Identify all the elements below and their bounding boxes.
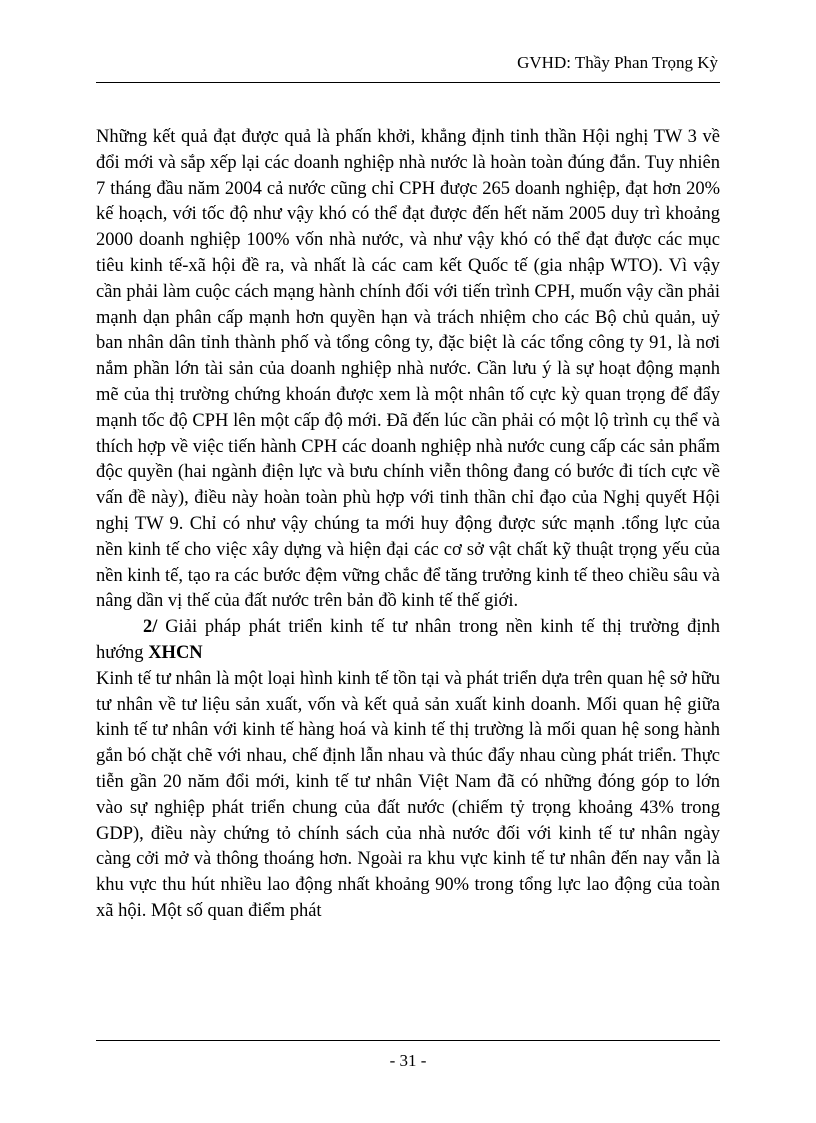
body-paragraph: Những kết quả đạt được quả là phấn khởi, khẳng định tinh thần Hội nghị TW 3 về đổi mới và sắp xếp lại các doanh nghiệp nhà nước là hoàn toàn đúng đắn. Tuy nhiên 7 tháng đầu năm 2004 cả nước cũng chỉ CPH được 265 doanh nghiệp, đạt hơn 20% kế hoạch, với tốc độ như vậy khó có thể đạt được đến hết năm 2005 duy trì khoảng 2000 doanh nghiệp 100% vốn nhà nước, và như vậy khó có thể đạt được các mục tiêu kinh tế-xã hội đề ra, và nhất là các cam kết Quốc tế (gia nhập WTO). Vì vậy cần phải làm cuộc cách mạng hành chính đối với tiến trình CPH, muốn vậy cần phải mạnh dạn phân cấp mạnh hơn quyền hạn và trách nhiệm cho các Bộ chủ quản, uỷ ban nhân dân tỉnh thành phố và tổng công ty, đặc biệt là các tổng công ty 91, là nơi nắm phần lớn tài sản của doanh nghiệp nhà nước. Cần lưu ý là sự hoạt động mạnh mẽ của thị trường chứng khoán được xem là một nhân tố cực kỳ quan trọng để đẩy mạnh tốc độ CPH lên một cấp độ mới. Đã đến lúc cần phải có một lộ trình cụ thể và thích hợp về việc tiến hành CPH các doanh nghiệp nhà nước cung cấp các sản phẩm độc quyền (hai ngành điện lực và bưu chính viễn thông đang có bước đi tích cực về vấn đề này), điều này hoàn toàn phù hợp với tinh thần chỉ đạo của Nghị quyết Hội nghị TW 9. Chỉ có như vậy chúng ta mới huy động được sức mạnh .tổng lực của nền kinh tế cho việc xây dựng và hiện đại các cơ sở vật chất kỹ thuật trọng yếu của nền kinh tế, tạo ra các bước đệm vững chắc để tăng trưởng kinh tế theo chiều sâu và nâng dần vị thế của đất nước trên bản đồ kinh tế thế giới. bbox=[96, 127, 720, 612]
page-number: - 31 - bbox=[389, 1051, 427, 1070]
header-title: GVHD: Thầy Phan Trọng Kỳ bbox=[517, 53, 718, 72]
section-title: Giải pháp phát triển kinh tế tư nhân trong nền kinh tế thị trường định hướng bbox=[96, 617, 720, 663]
body-paragraph: Kinh tế tư nhân là một loại hình kinh tế tồn tại và phát triển dựa trên quan hệ sở hữu tư nhân về tư liệu sản xuất, vốn và kết quả sản xuất kinh doanh. Mối quan hệ giữa kinh tế tư nhân với kinh tế hàng hoá và kinh tế thị trường là mối quan hệ song hành gắn bó chặt chẽ với nhau, chế định lẫn nhau và thúc đẩy nhau cùng phát triển. Thực tiễn gần 20 năm đổi mới, kinh tế tư nhân Việt Nam đã có những đóng góp to lớn vào sự nghiệp phát triển chung của đất nước (chiếm tỷ trọng khoảng 43% trong GDP), điều này chứng tỏ chính sách của nhà nước đối với kinh tế tư nhân ngày càng cởi mở và thông thoáng hơn. Ngoài ra khu vực kinh tế tư nhân đến nay vẫn là khu vực thu hút nhiều lao động nhất khoảng 90% trong tổng lực lao động của toàn xã hội. Một số quan điểm phát bbox=[96, 668, 720, 921]
document-body bbox=[96, 125, 720, 925]
section-heading bbox=[96, 615, 720, 667]
footer-divider bbox=[96, 1040, 720, 1041]
section-title-bold: XHCN bbox=[148, 642, 203, 663]
section-number: 2/ bbox=[143, 617, 158, 638]
page-header bbox=[96, 50, 720, 83]
